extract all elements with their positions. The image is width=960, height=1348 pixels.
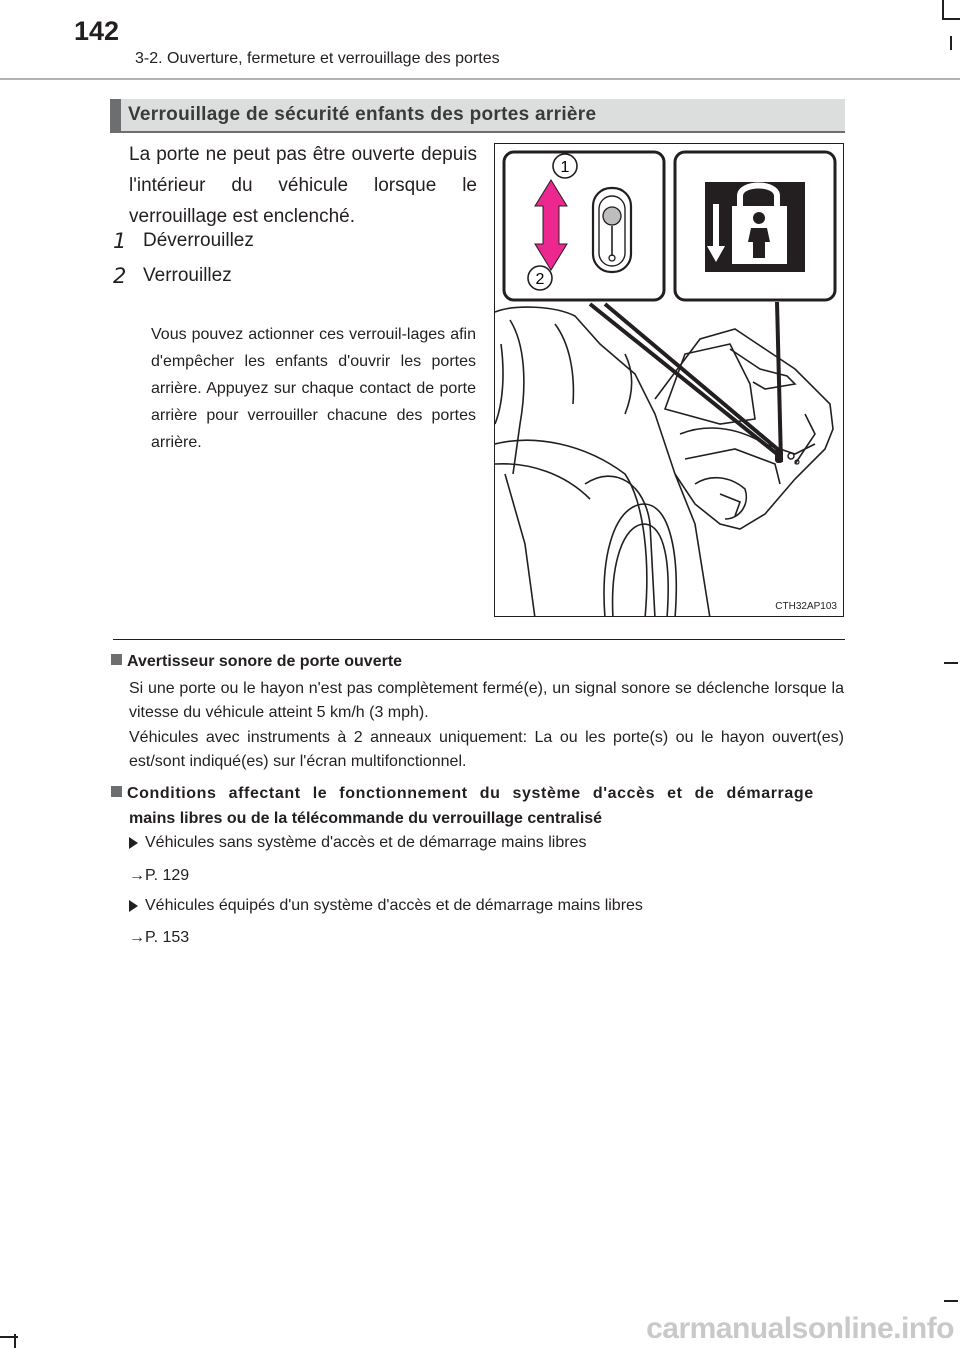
step-lock xyxy=(113,264,232,288)
subsection-heading-conditions: Conditions affectant le fonctionnement du système d'accès et de démarrage xyxy=(111,781,814,806)
paragraph: Véhicules avec instruments à 2 anneaux uniquement: La ou les porte(s) ou le hayon ouvert(es) est/sont indiqué(es) sur l'écran multifonctionnel. xyxy=(129,729,844,770)
child-lock-illustration xyxy=(494,143,844,617)
subsection-heading-continued: mains libres ou de la télécommande du verrouillage centralisé xyxy=(129,810,603,827)
crop-mark xyxy=(942,0,944,18)
section-title: Verrouillage de sécurité enfants des portes arrière xyxy=(128,104,597,125)
paragraph: Si une porte ou le hayon n'est pas complètement fermé(e), un signal sonore se déclenche lorsque la vitesse du véhicule atteint 5 km/h (3 mph). xyxy=(129,680,844,721)
callout-1: 1 xyxy=(560,159,570,176)
page-reference-link[interactable]: →P. 153 xyxy=(129,929,190,946)
crop-mark xyxy=(944,662,958,664)
illustration-svg xyxy=(495,144,844,617)
callout-2: 2 xyxy=(535,271,545,288)
list-item: Véhicules sans système d'accès et de démarrage mains libres xyxy=(129,834,586,852)
crop-mark xyxy=(944,1300,958,1302)
section-divider xyxy=(113,639,845,640)
square-bullet-icon xyxy=(111,786,122,797)
crop-mark xyxy=(942,18,960,20)
page-number: 142 xyxy=(74,16,120,46)
step-label: Déverrouillez xyxy=(143,230,254,251)
watermark: carmanualsonline.info xyxy=(646,1312,954,1345)
child-lock-symbol-inset xyxy=(675,152,835,300)
triangle-bullet-icon xyxy=(129,900,138,912)
step-number: 2 xyxy=(113,264,127,288)
step-unlock xyxy=(113,229,254,253)
crop-mark xyxy=(950,36,952,50)
header-rule xyxy=(0,78,960,80)
figure-code: CTH32AP103 xyxy=(775,601,837,612)
section-marker xyxy=(110,99,121,131)
intro-text: La porte ne peut pas être ouverte depuis l'intérieur du véhicule lorsque le verrouillage est enclenché. xyxy=(129,144,477,227)
arrow-icon: → xyxy=(129,929,145,946)
section-heading-bar xyxy=(110,99,845,133)
note-text: Vous pouvez actionner ces verrouil-lages afin d'empêcher les enfants d'ouvrir les portes arrière. Appuyez sur chaque contact de porte arrière pour verrouiller chacune des portes arrière. xyxy=(151,326,476,451)
square-bullet-icon xyxy=(111,654,122,665)
list-item: Véhicules équipés d'un système d'accès et de démarrage mains libres xyxy=(129,897,643,915)
switch-inset xyxy=(504,152,664,300)
page-reference-link[interactable]: →P. 129 xyxy=(129,867,190,884)
step-number: 1 xyxy=(113,229,127,253)
arrow-icon: → xyxy=(129,867,145,884)
crop-mark xyxy=(14,1334,16,1348)
step-label: Verrouillez xyxy=(143,265,232,286)
triangle-bullet-icon xyxy=(129,837,138,849)
subsection-heading-door-alarm: Avertisseur sonore de porte ouverte xyxy=(111,649,402,674)
chapter-title: 3-2. Ouverture, fermeture et verrouillage des portes xyxy=(135,50,500,67)
